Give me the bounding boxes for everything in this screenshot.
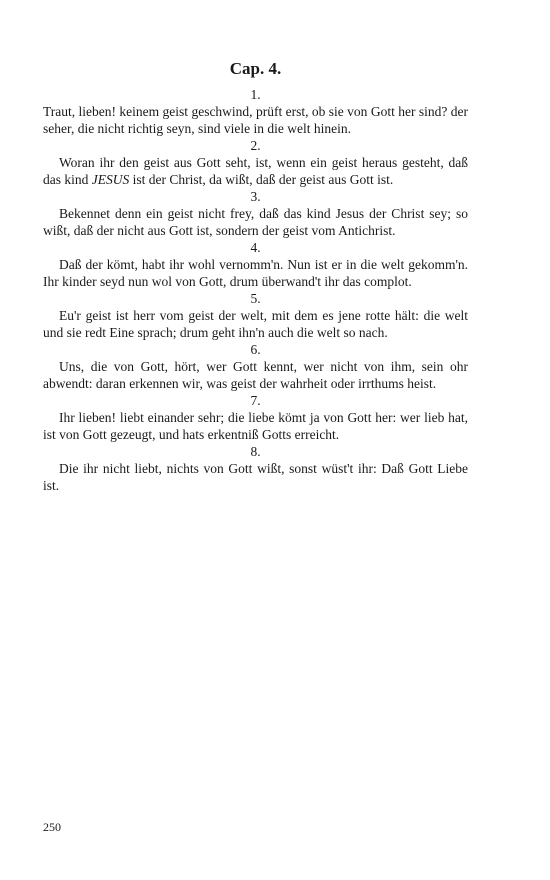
verse-emphasis: JESUS: [91, 172, 130, 187]
verse-text: [43, 205, 468, 239]
verse-fragment: Ihr lieben! liebt einander sehr; die liebe kömt ja von Gott her: wer lieb hat, ist von Gott gezeugt, und hats erkentniß Gotts erreicht.: [43, 410, 468, 442]
verse-number: 2.: [250, 138, 261, 153]
verse-text: [43, 460, 468, 494]
verse-text: [43, 409, 468, 443]
verse-fragment: Uns, die von Gott, hört, wer Gott kennt, wer nicht von ihm, sein ohr abwendt: daran erkennen wir, was geist der wahrheit oder irrthums heist.: [43, 359, 468, 391]
page-number: 250: [43, 820, 61, 834]
verse-fragment: Eu'r geist ist herr vom geist der welt, mit dem es jene rotte hält: die welt und sie redt Eine sprach; drum geht ihn'n auch die welt so nach.: [43, 308, 468, 340]
verse-fragment: ist der Christ, da wißt, daß der geist aus Gott ist.: [129, 172, 394, 187]
verse-number: 6.: [250, 342, 261, 357]
verse-fragment: Woran ihr den geist aus Gott seht, ist, wenn ein geist heraus gesteht, daß das kind: [43, 155, 468, 187]
verse-text: [43, 154, 468, 188]
chapter-title: Cap. 4.: [229, 59, 282, 78]
verse-fragment: Traut, lieben! keinem geist geschwind, prüft erst, ob sie von Gott her sind? der seher, die nicht richtig seyn, sind viele in die welt hinein.: [43, 104, 468, 136]
verse-text: [43, 307, 468, 341]
verse-number: 4.: [250, 240, 261, 255]
verse-number: 8.: [250, 444, 261, 459]
verse-fragment: Die ihr nicht liebt, nichts von Gott wißt, sonst wüst't ihr: Daß Gott Liebe ist.: [43, 461, 468, 493]
verse-fragment: Bekennet denn ein geist nicht frey, daß das kind Jesus der Christ sey; so wißt, daß der nicht aus Gott ist, sondern der geist vom Antichrist.: [43, 206, 468, 238]
verse-text: [43, 103, 468, 137]
verse-fragment: Daß der kömt, habt ihr wohl vernomm'n. Nun ist er in die welt gekomm'n. Ihr kinder seyd nun wol von Gott, drum überwand't ihr das complot.: [43, 257, 468, 289]
verse-text: [43, 256, 468, 290]
verse-number: 3.: [250, 189, 261, 204]
page-content: [43, 58, 468, 494]
verse-number: 5.: [250, 291, 261, 306]
verse-text: [43, 358, 468, 392]
verse-number: 7.: [250, 393, 261, 408]
verse-list: [43, 86, 468, 494]
verse-number: 1.: [250, 87, 261, 102]
